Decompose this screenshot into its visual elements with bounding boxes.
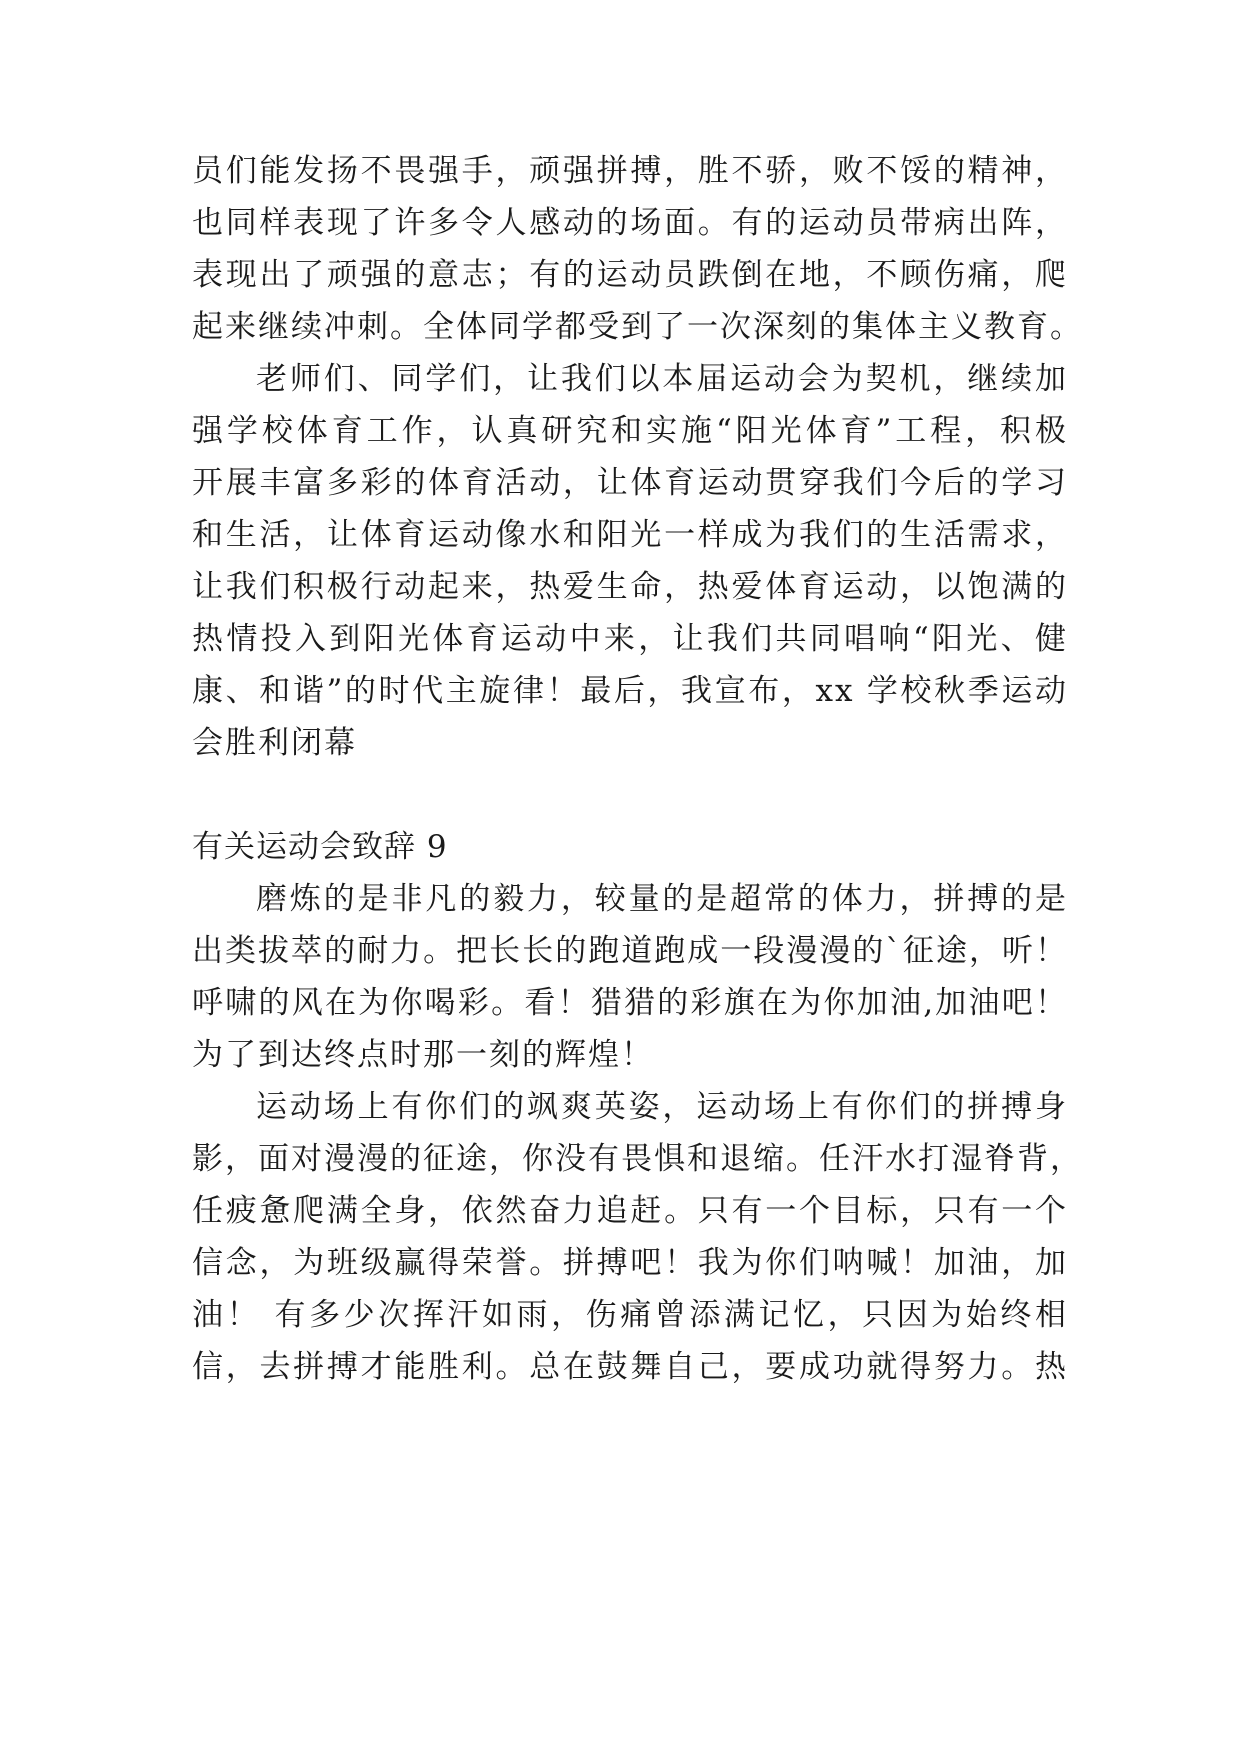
text-line: 也同样表现了许多令人感动的场面。有的运动员带病出阵， <box>192 205 1068 241</box>
text-line: 信，去拼搏才能胜利。总在鼓舞自己，要成功就得努力。热 <box>192 1349 1068 1385</box>
text-line: 表现出了顽强的意志；有的运动员跌倒在地，不顾伤痛，爬 <box>192 257 1068 293</box>
text-line: 信念，为班级赢得荣誉。拼搏吧！我为你们呐喊！加油，加 <box>192 1245 1068 1281</box>
text-line: 出类拔萃的耐力。把长长的跑道跑成一段漫漫的`征途，听！ <box>192 933 1068 969</box>
text-line: 强学校体育工作，认真研究和实施“阳光体育”工程，积极 <box>192 413 1068 449</box>
text-line: 磨炼的是非凡的毅力，较量的是超常的体力，拼搏的是 <box>256 881 1068 917</box>
text-line: 运动场上有你们的飒爽英姿，运动场上有你们的拼搏身 <box>256 1089 1068 1125</box>
text-line: 会胜利闭幕 <box>192 725 357 761</box>
text-line: 和生活，让体育运动像水和阳光一样成为我们的生活需求， <box>192 517 1068 553</box>
text-line: 油！ 有多少次挥汗如雨，伤痛曾添满记忆，只因为始终相 <box>192 1297 1068 1333</box>
text-line: 让我们积极行动起来，热爱生命，热爱体育运动，以饱满的 <box>192 569 1068 605</box>
text-line: 影，面对漫漫的征途，你没有畏惧和退缩。任汗水打湿脊背， <box>192 1141 1083 1177</box>
text-line: 老师们、同学们，让我们以本届运动会为契机，继续加 <box>256 361 1068 397</box>
text-line: 为了到达终点时那一刻的辉煌！ <box>192 1037 654 1073</box>
text-line: 康、和谐”的时代主旋律！最后，我宣布，xx 学校秋季运动 <box>192 673 1068 709</box>
text-line: 呼啸的风在为你喝彩。看！猎猎的彩旗在为你加油,加油吧！ <box>192 985 1068 1021</box>
text-line: 热情投入到阳光体育运动中来，让我们共同唱响“阳光、健 <box>192 621 1068 657</box>
text-line: 员们能发扬不畏强手，顽强拼搏，胜不骄，败不馁的精神， <box>192 153 1068 189</box>
section-heading: 有关运动会致辞 9 <box>192 829 448 865</box>
text-line: 开展丰富多彩的体育活动，让体育运动贯穿我们今后的学习 <box>192 465 1068 501</box>
text-line: 起来继续冲刺。全体同学都受到了一次深刻的集体主义教育。 <box>192 309 1083 345</box>
text-line: 任疲惫爬满全身，依然奋力追赶。只有一个目标，只有一个 <box>192 1193 1068 1229</box>
